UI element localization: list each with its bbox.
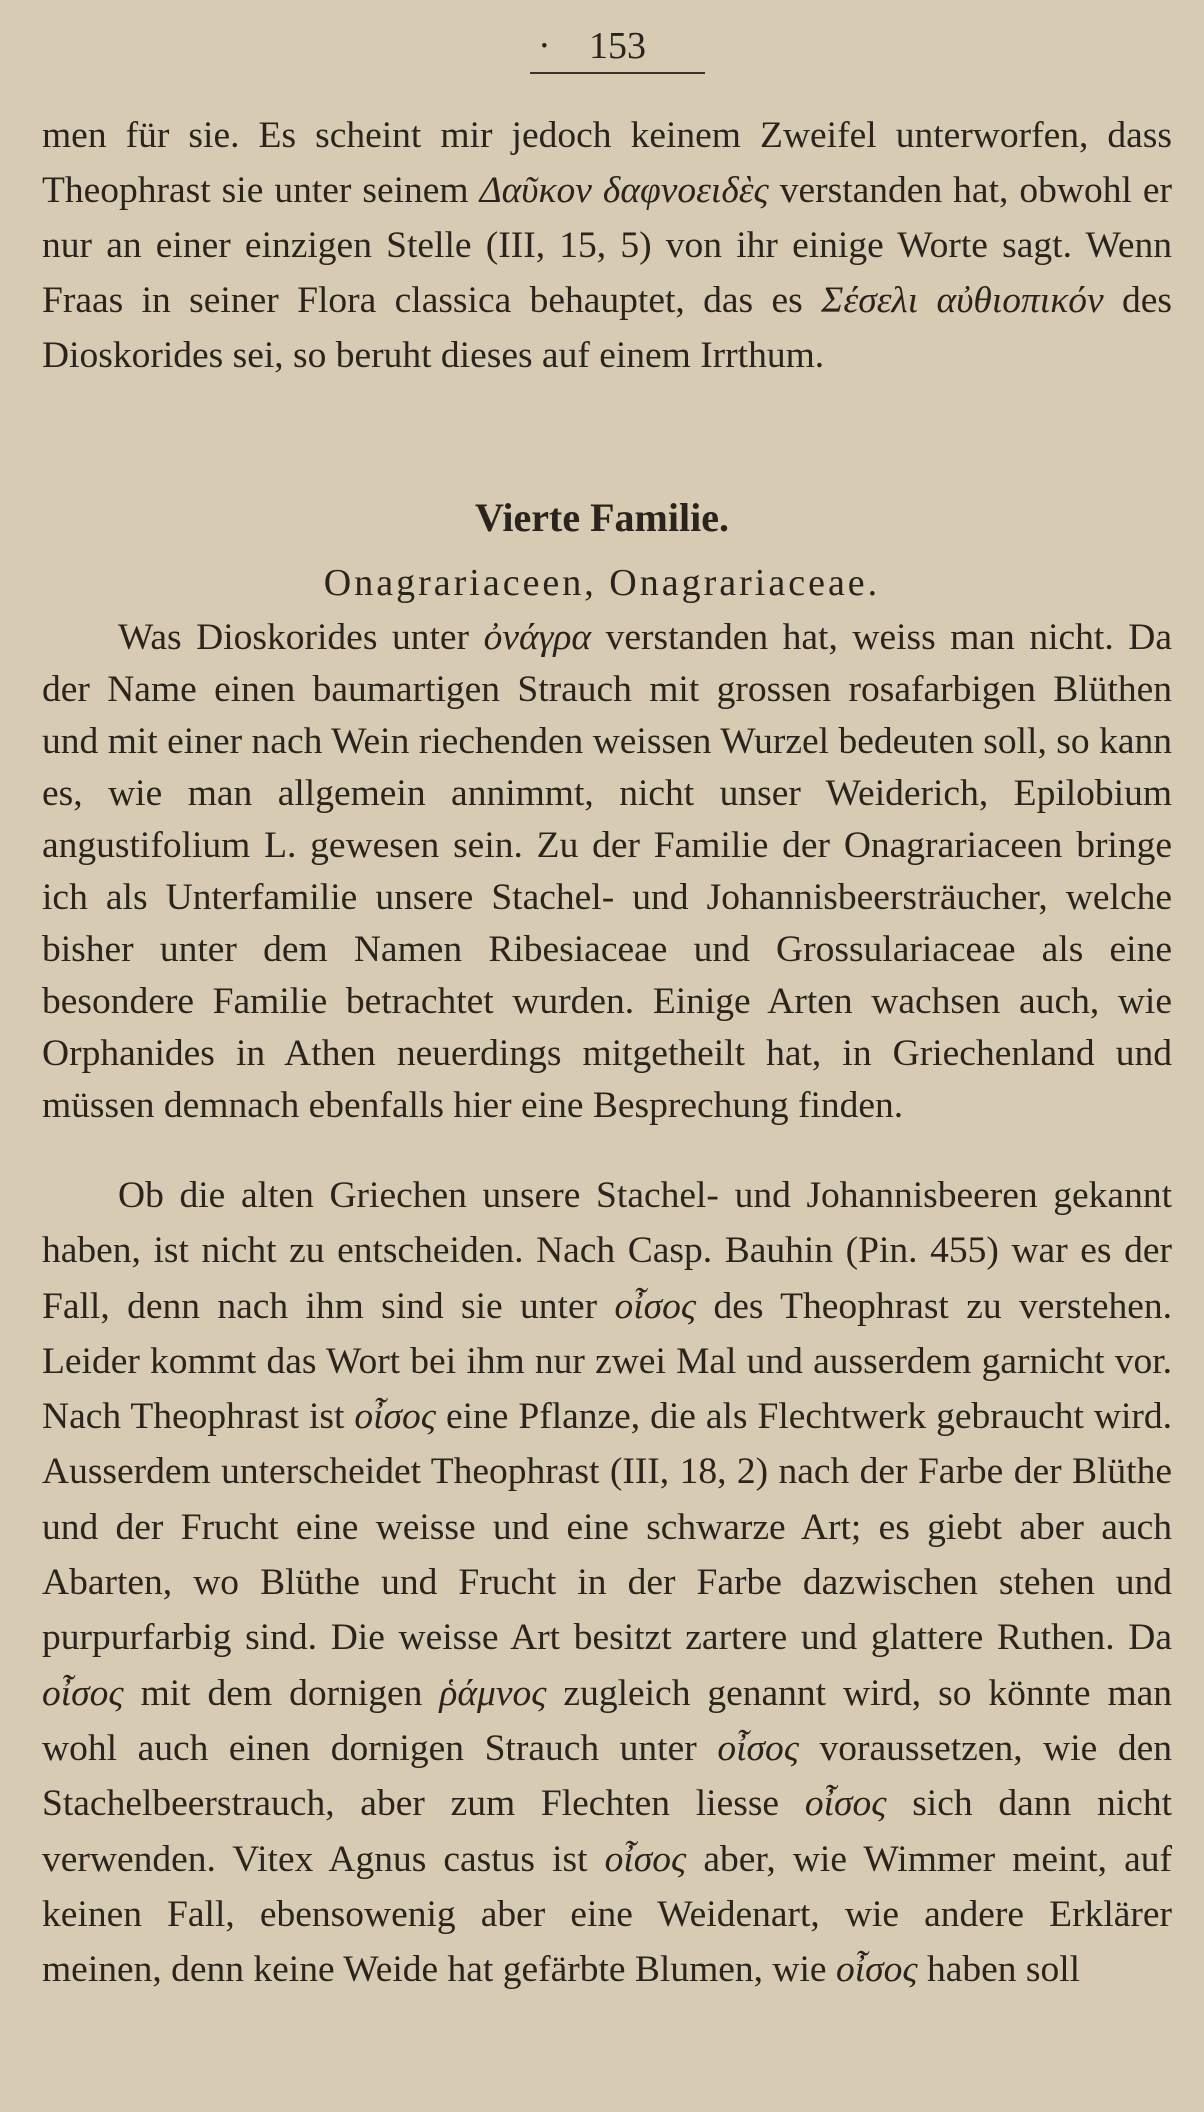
paragraph-continued <box>42 108 1172 383</box>
greek-term: οἶσος <box>604 1838 687 1880</box>
header-dot: · <box>538 25 551 67</box>
text-run: Ob die alten Griechen unsere Stachel- und Johannisbeeren gekannt haben, ist nicht zu entscheiden. Nach Casp. Bauhin (Pin. 455) war es der Fall, denn nach ihm sind sie unter <box>42 1175 1172 1327</box>
greek-term: Σέσελι αὐθιοπικόν <box>821 280 1104 321</box>
text-run: eine Pflanze, die als Flechtwerk gebraucht wird. Ausserdem unterscheidet Theophrast (III, 18, 2) nach der Farbe der Blüthe und der Frucht eine weisse und eine schwarze Art; es giebt aber auch Abarten, wo Blüthe und Frucht in der Farbe dazwischen stehen und purpurfarbig sind. Die weisse Art besitzt zartere und glattere Ruthen. Da <box>42 1396 1172 1659</box>
page-number: 153 <box>589 25 646 67</box>
paragraph-onagra <box>42 612 1172 1132</box>
section-subheading: Onagrariaceen, Onagrariaceae. <box>323 562 881 604</box>
text-run: verstanden hat, obwohl er nur an einer einzigen Stelle (III, 15, 5) von ihr einige Worte sagt. Wenn Fraas in seiner Flora classica behauptet, das es <box>42 170 1172 321</box>
paragraph-oisos <box>42 1168 1172 1997</box>
greek-term: ὀνάγρα <box>483 617 592 658</box>
text-run: voraussetzen, wie den Stachelbeerstrauch, aber zum Flechten liesse <box>42 1727 1172 1825</box>
greek-term: οἶσος <box>835 1949 918 1991</box>
text-run: des Theophrast zu verstehen. Leider kommt das Wort bei ihm nur zwei Mal und ausserdem garnicht vor. Nach Theophrast ist <box>42 1285 1172 1438</box>
greek-term: Δαῦκον δαφνοειδὲς <box>479 170 769 211</box>
text-run: Was Dioskorides unter <box>118 617 484 658</box>
greek-term: οἶσος <box>42 1672 124 1714</box>
text-run: men für sie. Es scheint mir jedoch keinem Zweifel unterworfen, dass Theophrast sie unter seinem <box>42 115 1172 211</box>
text-run: sich dann nicht verwenden. Vitex Agnus castus ist <box>42 1783 1172 1880</box>
text-run: aber, wie Wimmer meint, auf keinen Fall, ebensowenig aber eine Weidenart, wie andere Erklärer meinen, denn keine Weide hat gefärbte Blumen, wie <box>42 1838 1172 1991</box>
page-header <box>530 20 705 74</box>
greek-term: οἶσος <box>804 1783 887 1825</box>
text-run: haben soll <box>917 1949 1081 1991</box>
greek-term: οἶσος <box>614 1285 697 1327</box>
greek-term: οἶσος <box>717 1727 799 1769</box>
text-run: zugleich genannt wird, so könnte man wohl auch einen dornigen Strauch unter <box>42 1672 1173 1769</box>
greek-term: οἶσος <box>354 1396 437 1438</box>
section-heading: Vierte Familie. <box>475 495 729 540</box>
text-run: mit dem dornigen <box>123 1672 440 1714</box>
text-run: verstanden hat, weiss man nicht. Da der Name einen baumartigen Strauch mit grossen rosafarbigen Blüthen und mit einer nach Wein riechenden weissen Wurzel bedeuten soll, so kann es, wie man allgemein annimmt, nicht unser Weiderich, Epilobium angustifolium L. gewesen sein. Zu der Familie der Onagrariaceen bringe ich als Unterfamilie unsere Stachel- und Johannisbeersträucher, welche bisher unter dem Namen Ribesiaceae und Grossulariaceae als eine besondere Familie betrachtet wurden. Einige Arten wachsen auch, wie Orphanides in Athen neuerdings mitgetheilt hat, in Griechenland und müssen demnach ebenfalls hier eine Besprechung finden. <box>42 617 1172 1126</box>
greek-term: ῥάμνος <box>439 1672 547 1714</box>
text-run: des Dioskorides sei, so beruht dieses auf einem Irrthum. <box>42 280 1172 376</box>
